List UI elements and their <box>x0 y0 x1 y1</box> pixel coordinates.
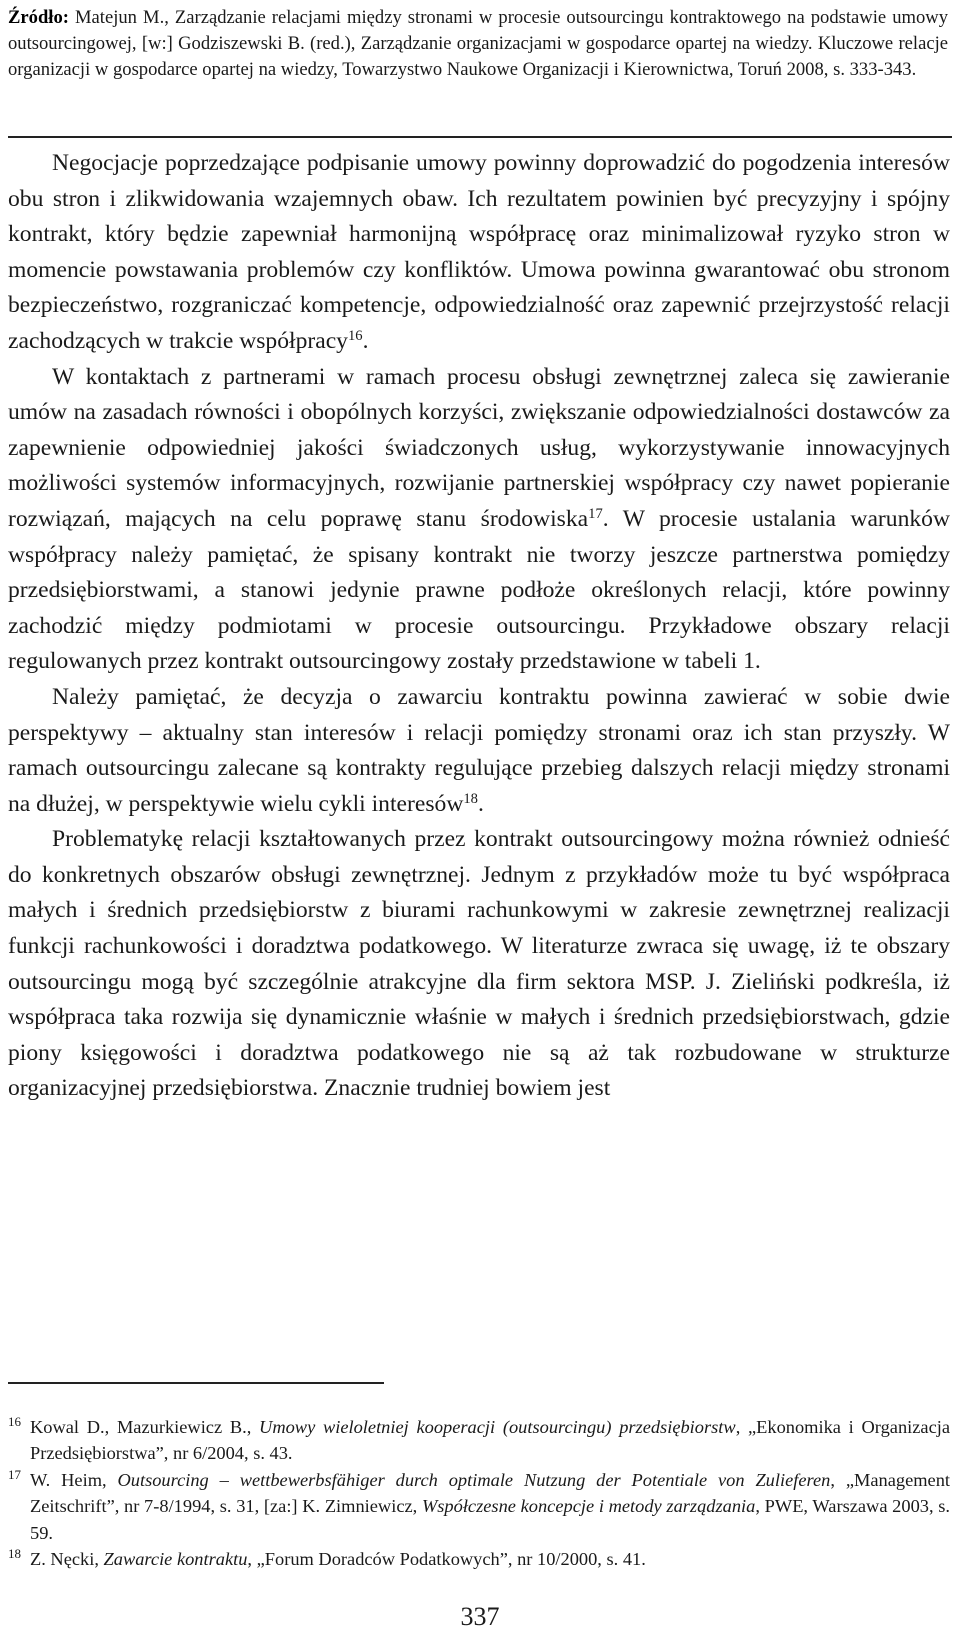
footnote-ref[interactable]: 16 <box>347 327 363 344</box>
paragraph-text: Negocjacje poprzedzające podpisanie umowy powinny doprowadzić do pogodzenia interesów obu stron i zlikwidowania wzajemnych obaw. Ich rezultatem powinien być precyzyjny i spójny kontrakt, który będzie zapewniał harmonijną współpracę oraz minimalizował ryzyko stron w momencie powstawania problemów czy konfliktów. Umowa powinna gwarantować obu stronom bezpieczeństwo, rozgraniczać kompetencje, odpowiedzialność oraz zapewnić przejrzystość relacji zachodzących w trakcie współpracy <box>8 150 950 354</box>
footnote-rest: , „Ekonomika i Organizacja Przedsiębiorstwa”, nr 6/2004, s. 43. <box>30 1417 951 1464</box>
footnote-number: 18 <box>8 1546 21 1562</box>
paragraph <box>8 822 950 1107</box>
body-text <box>8 146 950 1107</box>
source-divider <box>8 136 952 138</box>
source-citation <box>8 5 948 84</box>
footnote-ref[interactable]: 18 <box>463 790 478 807</box>
footnote <box>8 1414 950 1467</box>
footnote <box>8 1546 950 1572</box>
footnote-divider <box>8 1382 384 1384</box>
paragraph <box>8 146 950 360</box>
footnote <box>8 1467 950 1546</box>
footnote-author: W. Heim, <box>30 1469 118 1490</box>
footnote-title: Umowy wieloletniej kooperacji (outsourcingu) przedsiębiorstw <box>259 1417 736 1437</box>
footnote-title: Outsourcing – wettbewerbsfähiger durch optimale Nutzung der Potentiale von Zulieferen <box>117 1469 831 1490</box>
document-page <box>8 0 952 1640</box>
paragraph-text: Należy pamiętać, że decyzja o zawarciu kontraktu powinna zawierać w sobie dwie perspektywy – aktualny stan interesów i relacji pomiędzy stronami oraz ich stan przyszły. W ramach outsourcingu zalecane są kontrakty regulujące przebieg dalszych relacji między stronami na dłużej, w perspektywie wielu cykli interesów <box>8 683 950 817</box>
footnotes <box>8 1414 950 1572</box>
footnote-title-secondary: Współczesne koncepcje i metody zarządzania <box>421 1496 756 1517</box>
footnote-title: Zawarcie kontraktu <box>103 1549 248 1570</box>
paragraph <box>8 680 950 822</box>
paragraph-tail: . W procesie ustalania warunków współpracy należy pamiętać, że spisany kontrakt nie tworzy jeszcze partnerstwa pomiędzy przedsiębiorstwami, a stanowi jedynie prawne podłoże określonych relacji, które powinny zachodzić między podmiotami w procesie outsourcingu. Przykładowe obszary relacji regulowanych przez kontrakt outsourcingowy zostały przedstawione w tabeli 1. <box>8 505 951 675</box>
page-number: 337 <box>460 1602 500 1631</box>
paragraph-text: Problematykę relacji kształtowanych przez kontrakt outsourcingowy można również odnieść do konkretnych obszarów obsługi zewnętrznej. Jednym z przykładów może tu być współpraca małych i średnich przedsiębiorstw z biurami rachunkowymi w zakresie zewnętrznej realizacji funkcji rachunkowości i doradztwa podatkowego. W literaturze zwraca się uwagę, iż te obszary outsourcingu mogą być szczególnie atrakcyjne dla firm sektora MSP. J. Zieliński podkreśla, iż współpraca taka rozwija się dynamicznie właśnie w małych i średnich przedsiębiorstwach, gdzie piony księgowości i doradztwa podatkowego nie są aż tak rozbudowane w strukturze organizacyjnej przedsiębiorstwa. Znacznie trudniej bowiem jest <box>8 826 950 1102</box>
paragraph-tail: . <box>362 327 369 354</box>
footnote-author: Z. Nęcki, <box>30 1549 104 1570</box>
footnote-number: 17 <box>8 1466 21 1482</box>
footnote-author: Kowal D., Mazurkiewicz B., <box>30 1417 260 1437</box>
paragraph <box>8 360 950 680</box>
footnote-rest: , „Forum Doradców Podatkowych”, nr 10/2000, s. 41. <box>247 1549 646 1570</box>
footnote-rest: , „Management Zeitschrift”, nr 7-8/1994, s. 31, [za:] K. Zimniewicz, <box>30 1469 950 1517</box>
footnote-rest-secondary: , PWE, Warszawa 2003, s. 59. <box>30 1496 951 1543</box>
footnote-number: 16 <box>8 1414 21 1429</box>
source-text: Matejun M., Zarządzanie relacjami między stronami w procesie outsourcingu kontraktowego na podstawie umowy outsourcingowej, [w:] Godziszewski B. (red.), Zarządzanie organizacjami w gospodarce opartej na wiedzy. Kluczowe relacje organizacji w gospodarce opartej na wiedzy, Towarzystwo Naukowe Organizacji i Kierownictwa, Toruń 2008, s. 333-343. <box>8 7 948 81</box>
source-label: Źródło: <box>8 7 69 28</box>
paragraph-tail: . <box>477 790 484 817</box>
paragraph-text: W kontaktach z partnerami w ramach procesu obsługi zewnętrznej zaleca się zawieranie umów na zasadach równości i obopólnych korzyści, zwiększanie odpowiedzialności dostawców za zapewnienie odpowiedniej jakości świadczonych usług, wykorzystywanie innowacyjnych możliwości systemów informacyjnych, rozwijanie partnerskiej współpracy czy nawet popieranie rozwiązań, mających na celu poprawę stanu środowiska <box>8 363 950 532</box>
footnote-ref[interactable]: 17 <box>588 505 603 522</box>
